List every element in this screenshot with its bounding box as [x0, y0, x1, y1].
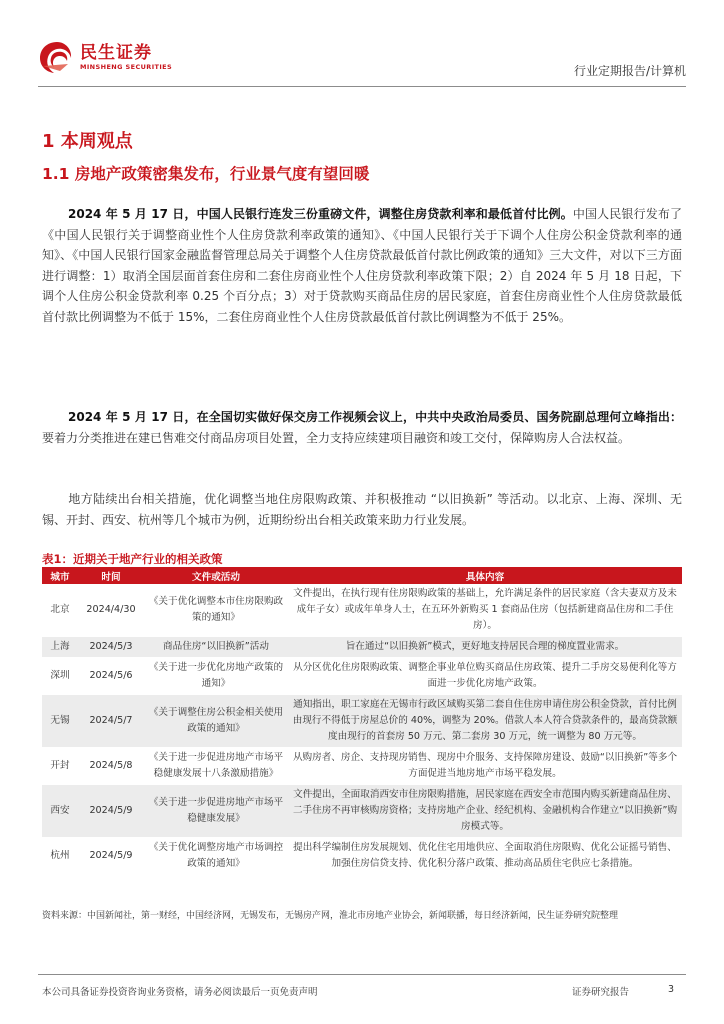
cell-city: 杭州 [42, 838, 78, 875]
footer-label: 证券研究报告 [572, 987, 630, 998]
paragraph-pboc [42, 204, 682, 327]
paragraph-lead: 2024 年 5 月 17 日，在全国切实做好保交房工作视频会议上，中共中央政治局委员、国务院副总理何立峰指出： [68, 410, 682, 424]
logo-english-name: MINSHENG SECURITIES [80, 62, 173, 71]
subsection-heading: 1.1 房地产政策密集发布，行业景气度有望回暖 [42, 165, 370, 183]
page-header [38, 40, 686, 90]
paragraph-lead: 2024 年 5 月 17 日，中国人民银行连发三份重磅文件，调整住房贷款利率和最低首付比例。 [68, 207, 573, 221]
cell-date: 2024/5/8 [78, 748, 144, 785]
report-type: 行业定期报告/计算机 [573, 64, 686, 78]
table-row [42, 748, 682, 785]
cell-content: 文件提出，全面取消西安市住房限购措施，居民家庭在西安全市范围内购买新建商品住房、二手住房不再审核购房资格；支持房地产企业、经纪机构、金融机构合作建立“以旧换新”购房模式等。 [288, 785, 682, 838]
cell-content: 旨在通过“以旧换新”模式，更好地支持居民合理的梯度置业需求。 [288, 637, 682, 658]
cell-date: 2024/5/3 [78, 637, 144, 658]
cell-city: 深圳 [42, 658, 78, 695]
paragraph-body: 地方陆续出台相关措施，优化调整当地住房限购政策、并积极推动 “以旧换新” 等活动。以北京、上海、深圳、无锡、开封、西安、杭州等几个城市为例，近期纷纷出台相关政策来助力行业发展。 [42, 492, 682, 527]
cell-date: 2024/5/7 [78, 695, 144, 748]
cell-city: 无锡 [42, 695, 78, 748]
table-row [42, 637, 682, 658]
cell-city: 开封 [42, 748, 78, 785]
column-header-city: 城市 [42, 567, 78, 584]
table-row [42, 785, 682, 838]
cell-city: 西安 [42, 785, 78, 838]
cell-content: 从购房者、房企、支持现房销售、现房中介服务、支持保障房建设、鼓励“以旧换新”等多个方面促进当地房地产市场平稳发展。 [288, 748, 682, 785]
table-row [42, 584, 682, 637]
table-row [42, 658, 682, 695]
section-heading: 1 本周观点 [42, 131, 133, 152]
table-source-note: 资料来源：中国新闻社，第一财经，中国经济网，无锡发布，无锡房产网，淮北市房地产业协会，新闻联播，每日经济新闻，民生证券研究院整理 [42, 911, 619, 921]
table-row [42, 695, 682, 748]
table-title: 表1：近期关于地产行业的相关政策 [42, 552, 223, 566]
paragraph-local-policy [42, 489, 682, 530]
footer-divider [38, 974, 686, 975]
cell-content: 从分区优化住房限购政策、调整企事业单位购买商品住房政策、提升二手房交易便利化等方面进一步优化房地产政策。 [288, 658, 682, 695]
cell-document: 《关于进一步促进房地产市场平稳健康发展》 [144, 785, 288, 838]
cell-date: 2024/5/9 [78, 838, 144, 875]
cell-date: 2024/5/9 [78, 785, 144, 838]
cell-document: 《关于优化调整房地产市场调控政策的通知》 [144, 838, 288, 875]
cell-date: 2024/4/30 [78, 584, 144, 637]
header-divider [38, 86, 686, 87]
cell-date: 2024/5/6 [78, 658, 144, 695]
cell-document: 《关于调整住房公积金相关使用政策的通知》 [144, 695, 288, 748]
cell-content: 文件提出，在执行现有住房限购政策的基础上，允许满足条件的居民家庭（含夫妻双方及未成年子女）或成年单身人士，在五环外新购买 1 套商品住房（包括新建商品住房和二手住房）。 [288, 584, 682, 637]
cell-content: 通知指出，职工家庭在无锡市行政区域购买第二套自住住房申请住房公积金贷款，首付比例由现行不得低于房屋总价的 40%，调整为 20%。借款人本人符合贷款条件的，最高贷款额度由现行的首套房 50 万元、第二套房 30 万元，统一调整为 80 万元等。 [288, 695, 682, 748]
column-header-document: 文件或活动 [144, 567, 288, 584]
logo-chinese-name: 民生证券 [80, 42, 152, 63]
column-header-content: 具体内容 [288, 567, 682, 584]
paragraph-body: 中国人民银行发布了《中国人民银行关于调整商业性个人住房贷款利率政策的通知》、《中国人民银行关于下调个人住房公积金贷款利率的通知》、《中国人民银行国家金融监督管理总局关于调整个人住房贷款最低首付款比例政策的通知》三大文件，对以下三方面进行调整：1）取消全国层面首套住房和二套住房商业性个人住房贷款利率政策下限；2）自 2024 年 5 月 18 日起，下调个人住房公积金贷款利率 0.25 个百分点；3）对于贷款购买商品住房的居民家庭，首套住房商业性个人住房贷款最低首付款比例调整为不低于 15%，二套住房商业性个人住房贷款最低首付款比例调整为不低于 25%。 [42, 207, 682, 324]
column-header-date: 时间 [78, 567, 144, 584]
table-header-row [42, 567, 682, 584]
cell-document: 商品住房“以旧换新”活动 [144, 637, 288, 658]
cell-city: 北京 [42, 584, 78, 637]
cell-document: 《关于优化调整本市住房限购政策的通知》 [144, 584, 288, 637]
policy-table [42, 567, 682, 875]
cell-document: 《关于进一步优化房地产政策的通知》 [144, 658, 288, 695]
table-row [42, 838, 682, 875]
cell-document: 《关于进一步促进房地产市场平稳健康发展十八条激励措施》 [144, 748, 288, 785]
paragraph-body: 要着力分类推进在建已售难交付商品房项目处置，全力支持应续建项目融资和竣工交付，保障购房人合法权益。 [42, 430, 631, 445]
footer-disclaimer: 本公司具备证券投资咨询业务资格，请务必阅读最后一页免责声明 [42, 987, 318, 998]
cell-city: 上海 [42, 637, 78, 658]
cell-content: 提出科学编制住房发展规划、优化住宅用地供应、全面取消住房限购、优化公证摇号销售、加强住房信贷支持、优化积分落户政策、推动高品质住宅供应七条措施。 [288, 838, 682, 875]
company-logo [38, 40, 172, 74]
paragraph-meeting [42, 407, 682, 448]
minsheng-logo-icon [38, 40, 76, 74]
page-number: 3 [668, 984, 675, 995]
